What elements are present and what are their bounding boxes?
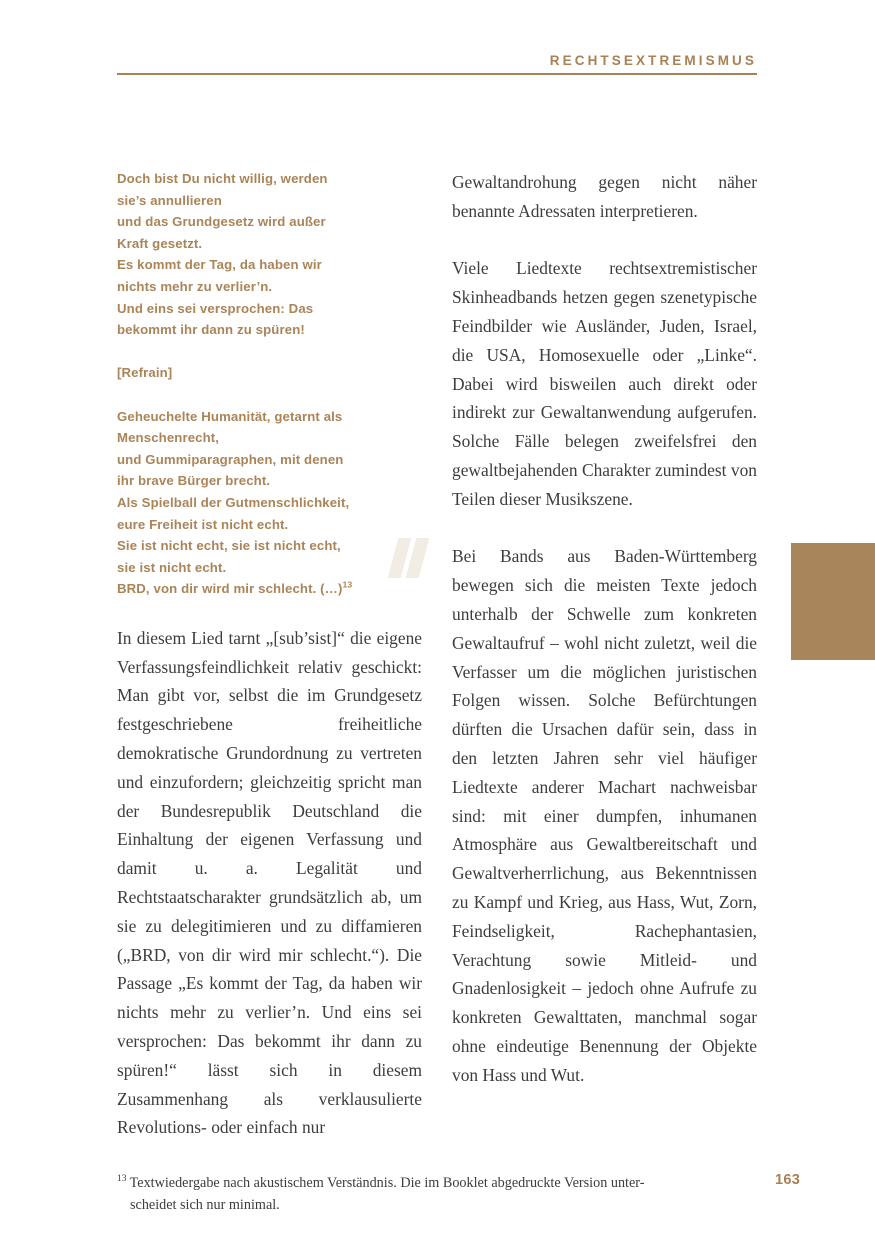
footnote-reference-marker: 13: [342, 579, 353, 590]
footnote-text-line-2: scheidet sich nur minimal.: [130, 1197, 280, 1213]
footnote-text-line-1: Textwiedergabe nach akustischem Verständnis. Die im Booklet abgedruckte Version unter-: [129, 1175, 645, 1191]
lyrics-spacer: [117, 341, 422, 363]
lyrics-spacer: [117, 384, 422, 406]
right-column-paragraph: Viele Liedtexte rechtsextremistischer Skinheadbands hetzen gegen szenetypische Feindbilder wie Ausländer, Juden, Israel, die USA, Homosexuelle oder „Linke“. Dabei wird bisweilen auch direkt oder indirekt zur Gewaltanwendung aufgerufen. Solche Fälle belegen zweifelsfrei den gewaltbejahenden Charakter zumindest von Teilen dieser Musikszene.: [452, 258, 757, 509]
lyrics-line: ihr brave Bürger brecht.: [117, 473, 271, 489]
lyrics-line-text: BRD, von dir wird mir schlecht. (…): [117, 581, 343, 597]
lyrics-refrain-label: [Refrain]: [117, 365, 173, 381]
left-column-paragraph: In diesem Lied tarnt „[sub’sist]“ die eigene Verfassungsfeindlichkeit relativ geschickt: Man gibt vor, selbst die im Grundgesetz festgeschriebene freiheitliche demokratische Grundordnung zu vertreten und einzufordern; gleichzeitig spricht man der Bundesrepublik Deutschland die Einhaltung der eigenen Verfassung und damit u. a. Legalität und Rechtstaatscharakter grundsätzlich ab, um sie zu delegitimieren und zu diffamieren („BRD, von dir wird mir schlecht.“). Die Passage „Es kommt der Tag, da haben wir nichts mehr zu verlier’n. Und eins sei versprochen: Das bekommt ihr dann zu spüren!“ lässt sich in diesem Zusammenhang als verklausulierte Revolutions- oder einfach nur: [117, 627, 422, 1138]
lyrics-line: Es kommt der Tag, da haben wir: [117, 257, 322, 273]
two-column-text-area: [117, 168, 757, 1138]
lyrics-stanza-1: [117, 168, 422, 341]
lyrics-line: Und eins sei versprochen: Das: [117, 300, 314, 316]
running-head: [117, 52, 757, 70]
lyrics-line: nichts mehr zu verlier’n.: [117, 278, 273, 294]
footnote-number: 13: [117, 1173, 127, 1185]
lyrics-stanza-2: [117, 406, 422, 600]
left-column: [117, 168, 422, 1142]
right-column-paragraph: Bei Bands aus Baden-Württemberg bewegen sich die meisten Texte jedoch unterhalb der Schwelle zum konkreten Gewaltaufruf – wohl nicht zuletzt, weil die Verfasser um die möglichen juristischen Folgen wissen. Solche Befürchtungen dürften die Ursachen dafür sein, dass in den letzten Jahren sehr viel häufiger Liedtexte anderer Machart nachweisbar sind: mit einer dumpfen, inhumanen Atmosphäre aus Gewaltbereitschaft und Gewaltverherrlichung, aus Bekenntnissen zu Kampf und Krieg, aus Hass, Wut, Zorn, Feindseligkeit, Rachephantasien, Verachtung sowie Mitleid- und Gnadenlosigkeit – jedoch ohne Aufrufe zu konkreten Gewalttaten, manchmal sogar ohne eindeutige Benennung der Objekte von Hass und Wut.: [452, 546, 757, 1085]
lyrics-line: bekommt ihr dann zu spüren!: [117, 322, 305, 338]
lyrics-line: und Gummiparagraphen, mit denen: [117, 451, 344, 467]
lyrics-line: Kraft gesetzt.: [117, 235, 203, 251]
lyrics-line-with-footnote: [117, 578, 422, 600]
lyrics-line: Doch bist Du nicht willig, werden: [117, 171, 328, 186]
lyrics-line: Geheuchelte Humanität, getarnt als: [117, 408, 343, 424]
right-column-paragraph: Gewaltandrohung gegen nicht näher benannte Adressaten interpretieren.: [452, 172, 757, 221]
running-head-title: RECHTSEXTREMISMUS: [549, 53, 757, 68]
song-lyrics-block: [117, 168, 422, 600]
lyrics-line: sie ist nicht echt.: [117, 559, 227, 575]
lyrics-line: sie’s annullieren: [117, 192, 222, 208]
lyrics-line: und das Grundgesetz wird außer: [117, 214, 326, 230]
right-column: [452, 168, 757, 1090]
lyrics-line: eure Freiheit ist nicht echt.: [117, 516, 289, 532]
lyrics-line: Menschenrecht,: [117, 430, 220, 446]
footnote: [117, 1172, 757, 1216]
header-rule-divider: [117, 73, 757, 75]
lyrics-line: Sie ist nicht echt, sie ist nicht echt,: [117, 538, 341, 554]
lyrics-line: Als Spielball der Gutmenschlichkeit,: [117, 494, 350, 510]
chapter-thumb-tab: [791, 543, 875, 660]
page-number: 163: [775, 1172, 801, 1188]
